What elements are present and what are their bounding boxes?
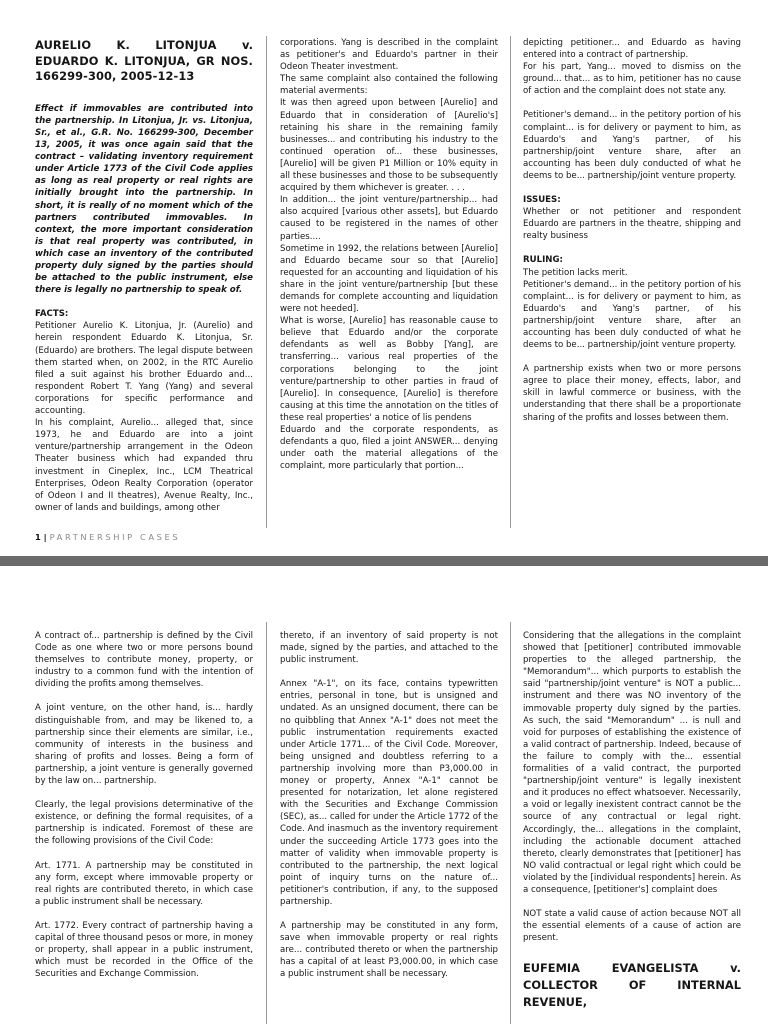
paragraph: NOT state a valid cause of action because NOT all the essential elements of a cause of action are present. bbox=[523, 909, 741, 944]
ruling-paragraph: The petition lacks merit. bbox=[523, 267, 628, 278]
paragraph: thereto, if an inventory of said property is not made, signed by the parties, and attached to the public instrument. bbox=[280, 631, 498, 666]
paragraph: Clearly, the legal provisions determinative of the existence, or defining the formal requisites, of a partnership is indicated. Foremost of these are the following provisions of the Civil Code: bbox=[35, 800, 253, 847]
page2-column-2 bbox=[280, 630, 498, 981]
column-divider bbox=[510, 36, 511, 528]
paragraph: Art. 1771. A partnership may be constituted in any form, except where immovable property or real rights are contributed thereto, in which case a public instrument shall be necessary. bbox=[35, 860, 253, 907]
paragraph: A contract of... partnership is defined by the Civil Code as one where two or more persons bound themselves to contribute money, property, or industry to a common fund with the intention of dividing the profits among themselves. bbox=[35, 631, 253, 690]
issues-heading: ISSUES: bbox=[523, 195, 561, 206]
facts-paragraph: In his complaint, Aurelio... alleged that, since 1973, he and Eduardo are into a joint venture/partnership arrangement in the Odeon Theater business which had expanded thru investment in Cineplex, Inc., LCM Theatrical Enterprises, Odeon Realty Corporation (operator of Odeon I and II theatres), Avenue Realty, Inc., owner of lands and buildings, among other bbox=[35, 418, 253, 513]
paragraph: Petitioner's demand... in the petitory portion of his complaint... is for delivery or payment to him, as Eduardo's and Yang's partner, of his partnership/joint venture share, after an accounting has been duly conducted of what he deems to be... partnership/joint venture property. bbox=[523, 110, 741, 181]
ruling-paragraph: A partnership exists when two or more persons agree to place their money, effects, labor, and skill in lawful commerce or business, with the understanding that there shall be a proportionate sharing of the profits and losses between them. bbox=[523, 364, 741, 423]
paragraph: depicting petitioner... and Eduardo as having entered into a contract of partnership. bbox=[523, 38, 741, 61]
facts-paragraph: Petitioner Aurelio K. Litonjua, Jr. (Aurelio) and herein respondent Eduardo K. Litonjua, Sr. (Eduardo) are brothers. The legal dispute between them started when, on 2002, in the RTC Aurelio filed a suit against his brother Eduardo and... respondent Robert T. Yang (Yang) and several corporations for specific performance and accounting. bbox=[35, 321, 253, 417]
footer-separator: | bbox=[40, 532, 50, 542]
page-footer bbox=[35, 532, 180, 542]
document-page-2 bbox=[0, 566, 768, 1024]
column-divider bbox=[266, 622, 267, 1024]
paragraph: What is worse, [Aurelio] has reasonable cause to believe that Eduardo and/or the corporate defendants as well as Bobby [Yang], are transferring... various real properties of the corporations belonging to the joint venture/partnership to other parties in fraud of [Aurelio]. In consequence, [Aurelio] is therefore causing at this time the annotation on the titles of these real properties' a notice of lis pendens bbox=[280, 316, 498, 423]
page1-column-2 bbox=[280, 37, 498, 472]
case-title: EUFEMIA EVANGELISTA v. COLLECTOR OF INTERNAL REVENUE, bbox=[523, 961, 741, 1010]
page-number: 1 bbox=[35, 532, 41, 542]
footer-section: PARTNERSHIP CASES bbox=[49, 532, 181, 542]
paragraph: Eduardo and the corporate respondents, as defendants a quo, filed a joint ANSWER... denying under oath the material allegations of the complaint, more particularly that portion... bbox=[280, 425, 498, 472]
paragraph: Sometime in 1992, the relations between [Aurelio] and Eduardo became sour so that [Aurelio] requested for an accounting and liquidation of his share in the joint venture/partnership [but these demands for complete accounting and liquidation were not heeded]. bbox=[280, 243, 498, 315]
page1-column-3 bbox=[523, 37, 741, 424]
issues-paragraph: Whether or not petitioner and respondent Eduardo are partners in the theatre, shipping and realty business bbox=[523, 207, 741, 242]
page2-column-3 bbox=[523, 630, 741, 1011]
paragraph: A partnership may be constituted in any form, save when immovable property or real rights are... contributed thereto or when the partnership has a capital of at least P3,000.00, in which case a public instrument shall be necessary. bbox=[280, 921, 498, 980]
column-divider bbox=[266, 36, 267, 528]
paragraph: A joint venture, on the other hand, is... hardly distinguishable from, and may be likened to, a partnership since their elements are similar, i.e., community of interests in the business and sharing of profits and losses. Being a form of partnership, a joint venture is generally governed by the law on... partnership. bbox=[35, 703, 253, 787]
paragraph: Annex "A-1", on its face, contains typewritten entries, personal in tone, but is unsigned and undated. As an unsigned document, there can be no quibbling that Annex "A-1" does not meet the public instrumentation requirements exacted under Article 1771... of the Civil Code. Moreover, being unsigned and doubtless referring to a partnership involving more than P3,000.00 in money or property, Annex "A-1" cannot be presented for notarization, let alone registered with the Securities and Exchange Commission (SEC), as... called for under the Article 1772 of the Code. And inasmuch as the inventory requirement under the succeeding Article 1773 goes into the matter of validity when immovable property is contributed to the partnership, the next logical point of inquiry turns on the nature of... petitioner's contribution, if any, to the supposed partnership. bbox=[280, 679, 498, 907]
paragraph: corporations. Yang is described in the complaint as petitioner's and Eduardo's partner in their Odeon Theater investment. bbox=[280, 38, 498, 73]
ruling-heading: RULING: bbox=[523, 255, 563, 266]
paragraph: In addition... the joint venture/partnership... had also acquired [various other assets], but Eduardo caused to be registered in the names of other parties.... bbox=[280, 195, 498, 242]
facts-heading: FACTS: bbox=[35, 309, 69, 320]
page1-column-1 bbox=[35, 38, 253, 514]
column-divider bbox=[510, 622, 511, 1024]
paragraph: It was then agreed upon between [Aurelio] and Eduardo that in consideration of [Aurelio's] retaining his share in the remaining family businesses... and contributing his industry to the continued operation of... these businesses, [Aurelio] will be given P1 Million or 10% equity in all these businesses and those to be subsequently acquired by them whichever is greater. . . . bbox=[280, 98, 498, 194]
paragraph: The same complaint also contained the following material averments: bbox=[280, 74, 498, 97]
case-intro: Effect if immovables are contributed into the partnership. In Litonjua, Jr. vs. Litonjua, Sr., et al., G.R. No. 166299-300, December 13, 2005, it was once again said that the contract – validating inventory requirement under Article 1773 of the Civil Code applies as long as real property or real rights are initially brought into the partnership. In short, it is really of no moment which of the partners contributed immovables. In context, the more important consideration is that real property was contributed, in which case an inventory of the contributed property duly signed by the parties should be attached to the public instrument, else there is legally no partnership to speak of. bbox=[35, 103, 253, 296]
ruling-paragraph: Petitioner's demand... in the petitory portion of his complaint... is for delivery or payment to him, as Eduardo's and Yang's partner, of his partnership/joint venture share, after an accounting has been duly conducted of what he deems to be... partnership/joint venture property. bbox=[523, 279, 741, 351]
page2-column-1 bbox=[35, 630, 253, 980]
paragraph: Considering that the allegations in the complaint showed that [petitioner] contributed immovable properties to the alleged partnership, the "Memorandum"... which purports to establish the said "partnership/joint venture" is NOT a public... instrument and there was NO inventory of the immovable property duly signed by the parties. As such, the said "Memorandum" ... is null and void for purposes of establishing the existence of a valid contract of partnership. Indeed, because of the failure to comply with the... essential formalities of a valid contract, the purported "partnership/joint venture" is legally inexistent and it produces no effect whatsoever. Necessarily, a void or legally inexistent contract cannot be the source of any contractual or legal right. Accordingly, the... allegations in the complaint, including the actionable document attached thereto, clearly demonstrates that [petitioner] has NO valid contractual or legal right which could be violated by the [individual respondents] herein. As a consequence, [petitioner's] complaint does bbox=[523, 631, 741, 895]
case-title: AURELIO K. LITONJUA v. EDUARDO K. LITONJUA, GR NOS. 166299-300, 2005-12-13 bbox=[35, 38, 253, 84]
paragraph: Art. 1772. Every contract of partnership having a capital of three thousand pesos or more, in money or property, shall appear in a public instrument, which must be recorded in the Office of the Securities and Exchange Commission. bbox=[35, 920, 253, 980]
paragraph: For his part, Yang... moved to dismiss on the ground... that... as to him, petitioner has no cause of action and the complaint does not state any. bbox=[523, 62, 741, 97]
